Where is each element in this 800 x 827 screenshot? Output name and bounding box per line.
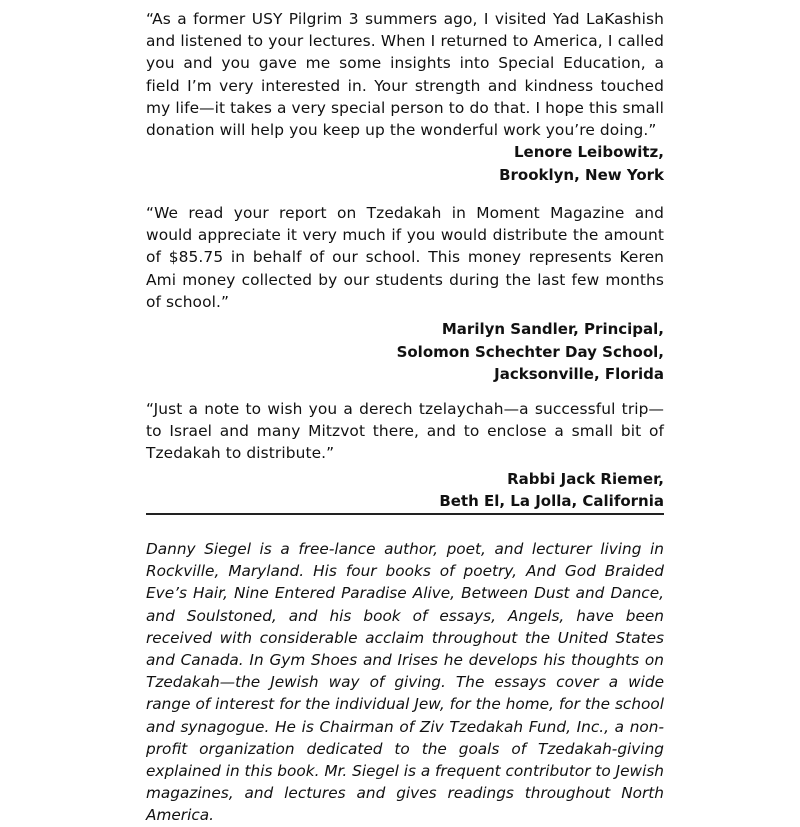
letter-3-quote: “Just a note to wish you a derech tzelaychah—a successful trip—to Israel and many Mitzvot there, and to enclose a small bit of Tzedakah to distribute.” [146,400,664,463]
letter-3-name: Rabbi Jack Riemer, [507,469,664,488]
letter-2-attribution [146,318,664,386]
letter-1-location: Brooklyn, New York [499,165,664,184]
letter-1-quote: “As a former USY Pilgrim 3 summers ago, I visited Yad LaKashish and listened to your lectures. When I returned to America, I called you and you gave me some insights into Special Education, a field I’m very interested in. Your strength and kindness touched my life—it takes a very special person to do that. I hope this small donation will help you keep up the wonderful work you’re doing.” [146,10,664,140]
letter-2-name: Marilyn Sandler, Principal, [441,320,664,339]
letter-3-attribution [146,468,664,513]
letter-3-location: Beth El, La Jolla, California [439,492,664,511]
letter-2-quote: “We read your report on Tzedakah in Moment Magazine and would appreciate it very much if you would distribute the amount of $85.75 in behalf of our school. This money represents Keren Ami money collected by our students during the last few months of school.” [146,204,664,311]
letter-3 [146,398,664,513]
letter-1-attribution [146,141,664,186]
letter-2-school: Solomon Schechter Day School, [396,342,664,361]
section-divider [146,513,664,515]
letter-1-name: Lenore Leibowitz, [513,143,664,162]
letter-2 [146,202,664,386]
letter-2-location: Jacksonville, Florida [494,365,664,384]
author-bio: Danny Siegel is a free-lance author, poet, and lecturer living in Rockville, Maryland. His four books of poetry, And God Braided Eve’s Hair, Nine Entered Paradise Alive, Between Dust and Dance, and Soulstoned, and his book of essays, Angels, have been received with considerable acclaim throughout the United States and Canada. In Gym Shoes and Irises he develops his thoughts on Tzedakah—the Jewish way of giving. The essays cover a wide range of interest for the individual Jew, for the home, for the school and synagogue. He is Chairman of Ziv Tzedakah Fund, Inc., a non-profit organization dedicated to the goals of Tzedakah-giving explained in this book. Mr. Siegel is a frequent contributor to Jewish magazines, and lectures and gives readings throughout North America. [146,540,664,825]
letter-1 [146,8,664,186]
